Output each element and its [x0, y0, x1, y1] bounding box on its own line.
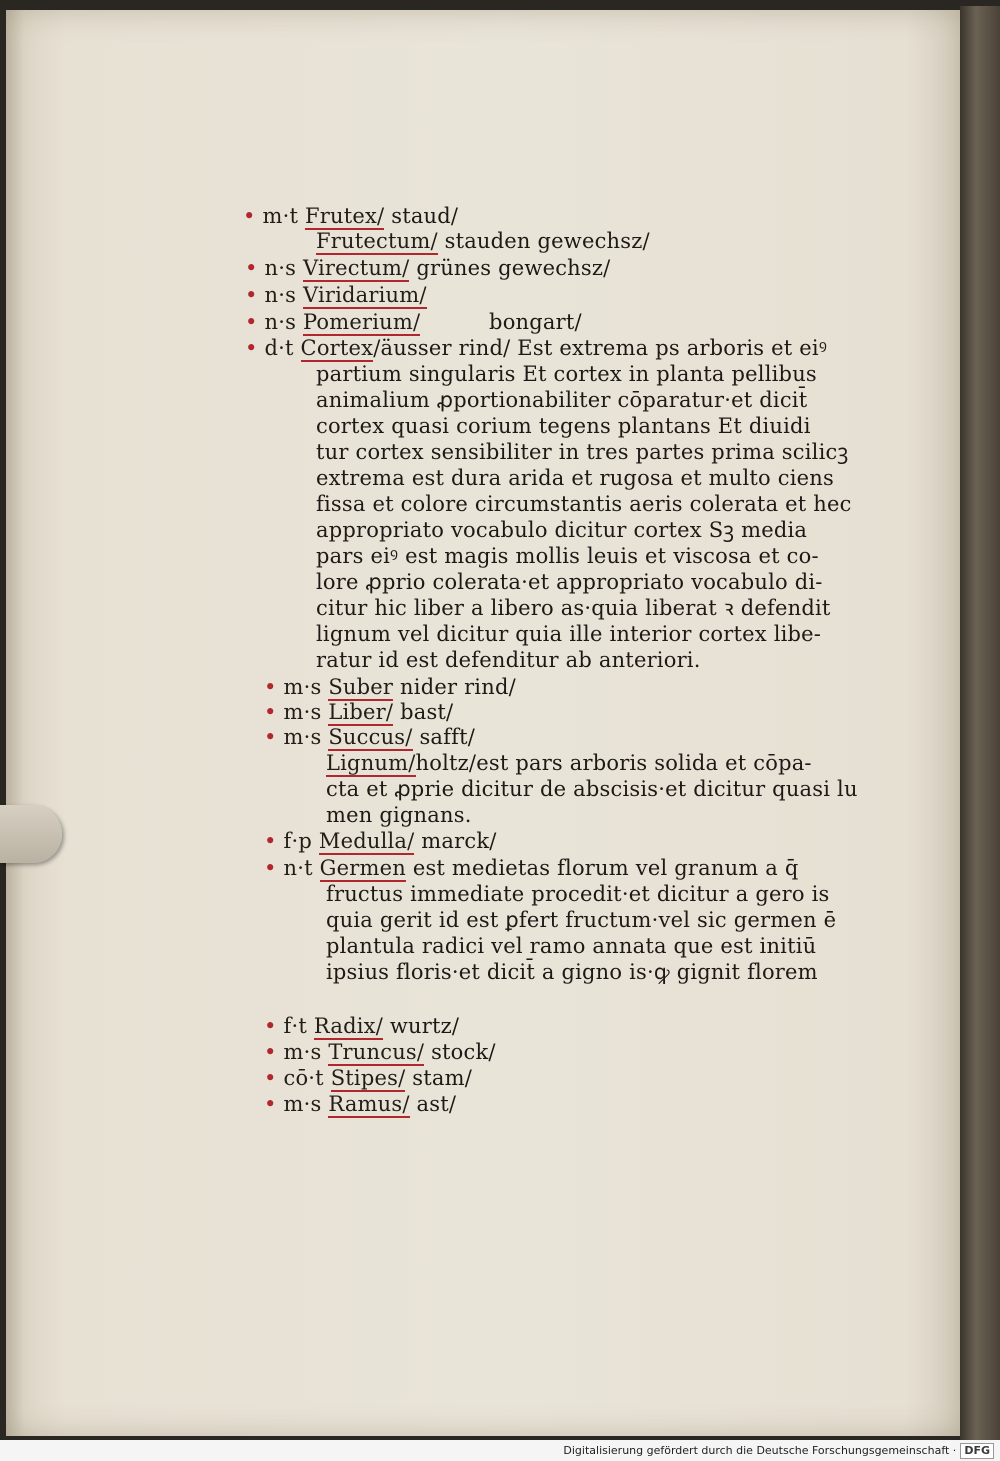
- entry-liber: [264, 700, 453, 724]
- entry-radix: [264, 1014, 459, 1038]
- gloss: grünes gewechsz/: [409, 256, 611, 280]
- gloss: bast/: [393, 700, 454, 724]
- grammar-abbr: n·s: [264, 310, 297, 334]
- headword: Succus/: [328, 725, 413, 749]
- gloss: marck/: [414, 829, 497, 853]
- entry-medulla: [264, 829, 497, 853]
- rubric-mark: •: [245, 336, 258, 360]
- headword: Frutectum/: [316, 229, 438, 253]
- headword: Suber: [328, 675, 394, 699]
- grammar-abbr: f·t: [283, 1014, 307, 1038]
- headword: Stipes/: [330, 1066, 406, 1090]
- entry-viridarium: [245, 283, 427, 307]
- cortex-line: citur hic liber a libero as·quia liberat ꝛ defendit: [316, 596, 831, 620]
- entry-germen: [264, 856, 799, 880]
- headword: Ramus/: [328, 1092, 410, 1116]
- cortex-line: ratur id est defenditur ab anteriori.: [316, 648, 701, 672]
- entry-suber: [264, 675, 516, 699]
- cortex-line: tur cortex sensibiliter in tres partes prima scilicꝫ: [316, 440, 849, 464]
- grammar-abbr: d·t: [264, 336, 294, 360]
- lignum-line: cta et ꝓprie dicitur de abscisis·et dicitur quasi lu: [326, 777, 858, 801]
- digitization-footer: [0, 1440, 1000, 1461]
- gloss: ast/: [409, 1092, 457, 1116]
- cortex-line: fissa et colore circumstantis aeris colerata et hec: [316, 492, 852, 516]
- headword: Radix/: [313, 1014, 383, 1038]
- gloss: est medietas florum vel granum a q̄: [405, 856, 799, 880]
- footer-credit: Digitalisierung gefördert durch die Deutsche Forschungsgemeinschaft ·: [563, 1444, 957, 1457]
- gloss: stam/: [405, 1066, 472, 1090]
- rubric-mark: •: [264, 725, 277, 749]
- rubric-mark: •: [264, 1066, 277, 1090]
- dfg-logo: DFG: [960, 1443, 994, 1459]
- headword: Truncus/: [328, 1040, 425, 1064]
- rubric-mark: •: [245, 256, 258, 280]
- headword: Liber/: [328, 700, 394, 724]
- headword: Lignum/: [326, 751, 416, 775]
- grammar-abbr: f·p: [283, 829, 312, 853]
- entry-frutex: [243, 204, 458, 228]
- germen-line: ipsius floris·et dicit̄ a gigno is·ꝙ gignit florem: [326, 960, 818, 984]
- gloss: staud/: [384, 204, 459, 228]
- cortex-line: extrema est dura arida et rugosa et multo ciens: [316, 466, 834, 490]
- germen-line: fructus immediate procedit·et dicitur a gero is: [326, 882, 830, 906]
- entry-cortex: [245, 336, 827, 360]
- grammar-abbr: n·s: [264, 283, 297, 307]
- cortex-line: cortex quasi corium tegens plantans Et diuidi: [316, 414, 811, 438]
- germen-line: quia gerit id est ꝑfert fructum·vel sic germen ē: [326, 908, 837, 932]
- grammar-abbr: m·s: [283, 725, 322, 749]
- cortex-line: animalium ꝓportionabiliter cōparatur·et dicit̄: [316, 388, 808, 412]
- grammar-abbr: n·s: [264, 256, 297, 280]
- grammar-abbr: m·s: [283, 675, 322, 699]
- cortex-line: partium singularis Et cortex in planta pellibus: [316, 362, 817, 386]
- gloss: nider rind/: [393, 675, 516, 699]
- gloss: stauden gewechsz/: [437, 229, 650, 253]
- entry-frutectum: [316, 229, 650, 253]
- entry-ramus: [264, 1092, 456, 1116]
- cortex-line: lignum vel dicitur quia ille interior cortex libe-: [316, 622, 822, 646]
- grammar-abbr: n·t: [283, 856, 313, 880]
- gloss: wurtz/: [382, 1014, 460, 1038]
- entry-truncus: [264, 1040, 496, 1064]
- cortex-line: lore ꝓprio colerata·et appropriato vocabulo di-: [316, 570, 823, 594]
- grammar-abbr: cō·t: [283, 1066, 324, 1090]
- headword: Medulla/: [318, 829, 415, 853]
- rubric-mark: •: [243, 204, 256, 228]
- headword: Frutex/: [305, 204, 385, 228]
- rubric-mark: •: [264, 700, 277, 724]
- gloss: bongart/: [420, 310, 582, 334]
- rubric-mark: •: [264, 1092, 277, 1116]
- grammar-abbr: m·s: [283, 1040, 322, 1064]
- germen-line: plantula radici vel ramo annata que est initiū: [326, 934, 817, 958]
- gloss: holtz/est pars arboris solida et cōpa-: [415, 751, 812, 775]
- cortex-line: appropriato vocabulo dicitur cortex Sꝫ media: [316, 518, 808, 542]
- rubric-mark: •: [264, 1014, 277, 1038]
- entry-stipes: [264, 1066, 472, 1090]
- entry-lignum: [326, 751, 812, 775]
- gloss: /äusser rind/ Est extrema ps arboris et eiꝰ: [373, 336, 828, 360]
- headword: Germen: [319, 856, 406, 880]
- headword: Viridarium/: [302, 283, 427, 307]
- rubric-mark: •: [264, 856, 277, 880]
- entry-succus: [264, 725, 475, 749]
- rubric-mark: •: [264, 675, 277, 699]
- entry-virectum: [245, 256, 610, 280]
- rubric-mark: •: [264, 1040, 277, 1064]
- gloss: stock/: [424, 1040, 496, 1064]
- grammar-abbr: m·s: [283, 700, 322, 724]
- rubric-mark: •: [264, 829, 277, 853]
- headword: Virectum/: [302, 256, 410, 280]
- headword: Cortex: [300, 336, 374, 360]
- rubric-mark: •: [245, 310, 258, 334]
- rubric-mark: •: [245, 283, 258, 307]
- cortex-line: pars eiꝰ est magis mollis leuis et viscosa et co-: [316, 544, 819, 568]
- lignum-line: men gignans.: [326, 803, 472, 827]
- gloss: safft/: [412, 725, 475, 749]
- entry-pomerium: [245, 310, 582, 334]
- grammar-abbr: m·s: [283, 1092, 322, 1116]
- headword: Pomerium/: [302, 310, 421, 334]
- grammar-abbr: m·t: [262, 204, 299, 228]
